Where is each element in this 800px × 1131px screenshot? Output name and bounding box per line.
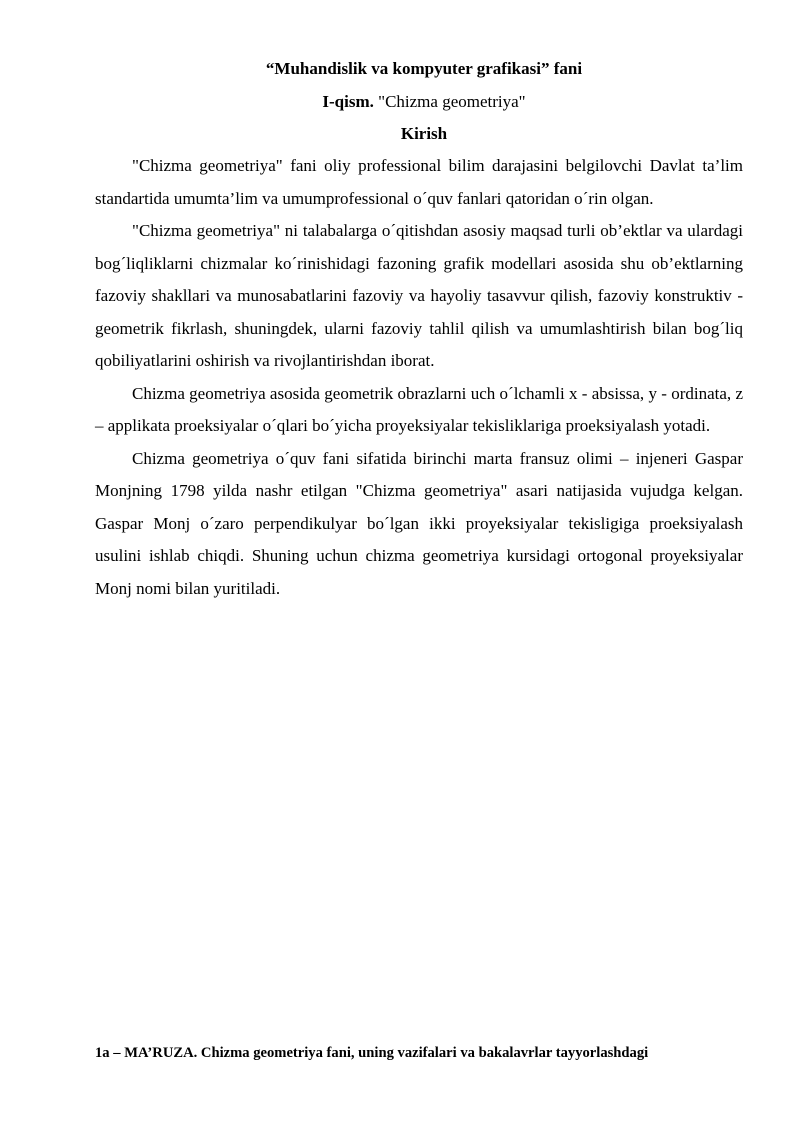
document-body xyxy=(95,150,743,605)
paragraph: Chizma geometriya o´quv fani sifatida birinchi marta fransuz olimi – injeneri Gaspar Monjning 1798 yilda nashr etilgan "Chizma geometriya" asari natijasida vujudga kelgan. Gaspar Monj o´zaro perpendikulyar bo´lgan ikki proyeksiyalar tekisligiga proeksiyalash usulini ishlab chiqdi. Shuning uchun chizma geometriya kursidagi ortogonal proyeksiyalar Monj nomi bilan yuritiladi. xyxy=(95,448,743,598)
part-name: "Chizma geometriya" xyxy=(373,92,526,111)
part-heading xyxy=(0,92,800,112)
part-label: I-qism. xyxy=(322,92,374,111)
section-heading: Kirish xyxy=(400,124,448,143)
lecture-heading: 1a – MA’RUZA. Chizma geometriya fani, uning vazifalari va bakalavrlar tayyorlashdagi xyxy=(95,1045,649,1061)
document-title: “Muhandislik va kompyuter grafikasi” fani xyxy=(265,59,583,78)
paragraph: Chizma geometriya asosida geometrik obrazlarni uch o´lchamli x - absissa, y - ordinata, z – applikata proeksiyalar o´qlari bo´yicha proyeksiyalar tekisliklariga proeksiyalash yotadi. xyxy=(95,383,743,435)
paragraph: "Chizma geometriya" ni talabalarga o´qitishdan asosiy maqsad turli ob’ektlar va ulardagi bog´liqliklarni chizmalar ko´rinishidagi fazoning grafik modellari asosida shu ob’ektlarning fazoviy shakllari va munosabatlarini fazoviy va hayoliy tasavvur qilish, fazoviy konstruktiv - geometrik fikrlash, shuningdek, ularni fazoviy tahlil qilish va umumlashtirish bilan bog´liq qobiliyatlarini oshirish va rivojlantirishdan iborat. xyxy=(95,221,743,370)
paragraph: "Chizma geometriya" fani oliy professional bilim darajasini belgilovchi Davlat ta’lim standartida umumta’lim va umumprofessional o´quv fanlari qatoridan o´rin olgan. xyxy=(95,156,743,208)
